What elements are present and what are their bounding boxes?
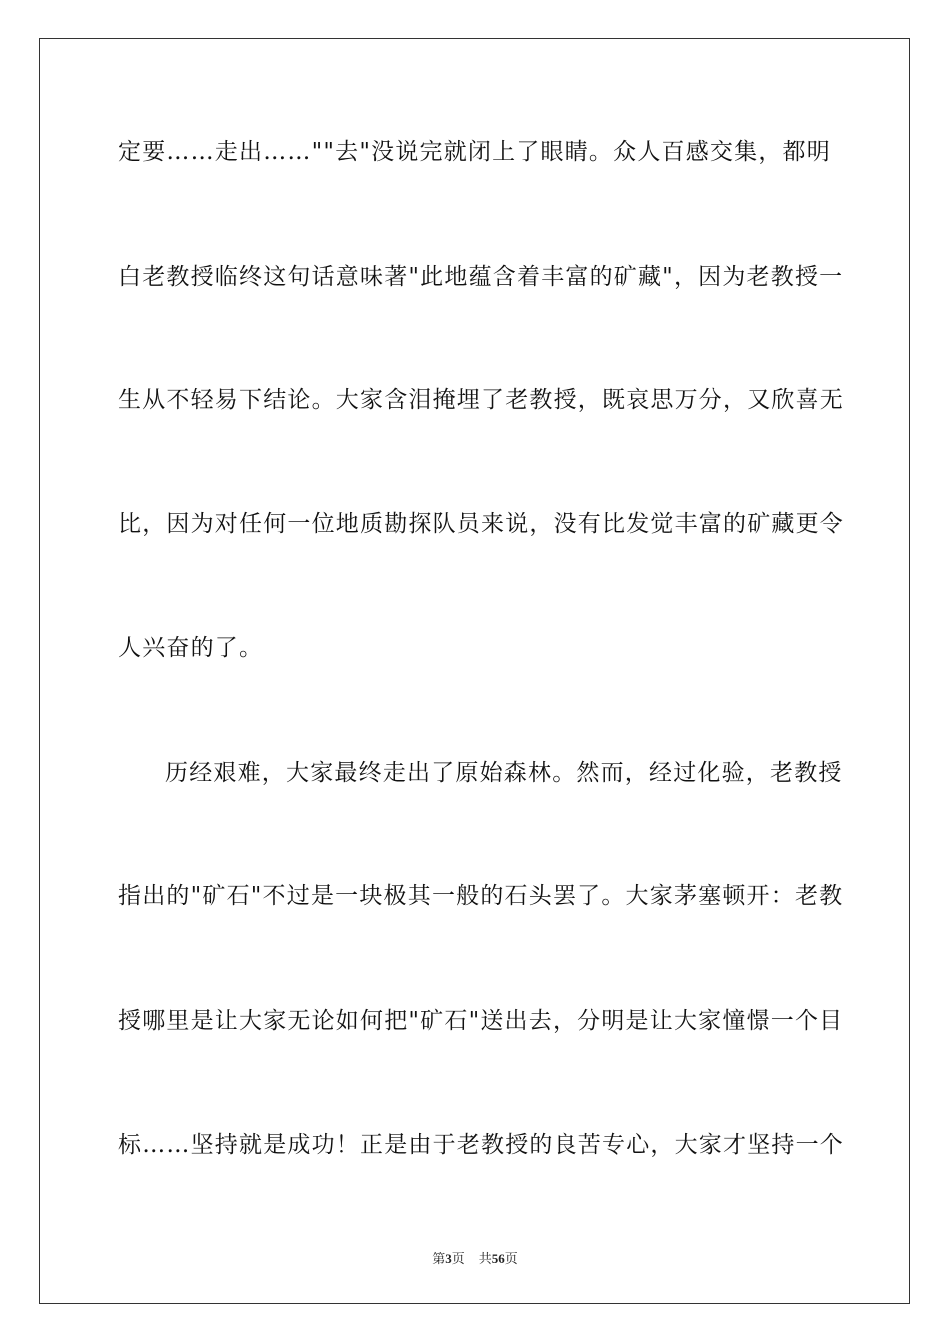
page-prefix: 第 <box>432 1251 446 1266</box>
text-line-8: 授哪里是让大家无论如何把"矿石"送出去，分明是让大家憧憬一个目 <box>118 1008 844 1034</box>
total-suffix: 页 <box>504 1251 518 1266</box>
text-line-3: 生从不轻易下结论。大家含泪掩埋了老教授，既哀思万分，又欣喜无 <box>118 387 844 413</box>
text-line-1: 定要……走出……""去"没说完就闭上了眼睛。众人百感交集，都明 <box>118 139 831 165</box>
total-prefix: 共 <box>478 1251 492 1266</box>
page-number: 3 <box>445 1251 452 1266</box>
text-line-2: 白老教授临终这句话意味著"此地蕴含着丰富的矿藏"，因为老教授一 <box>118 264 844 290</box>
text-line-4: 比，因为对任何一位地质勘探队员来说，没有比发觉丰富的矿藏更令 <box>118 511 844 537</box>
paragraph-start-line: 历经艰难，大家最终走出了原始森林。然而，经过化验，老教授 <box>165 760 843 786</box>
total-pages: 56 <box>491 1251 505 1266</box>
page-suffix: 页 <box>451 1251 465 1266</box>
page-border <box>39 38 910 1304</box>
text-line-5: 人兴奋的了。 <box>118 635 264 661</box>
text-line-9: 标……坚持就是成功！正是由于老教授的良苦专心，大家才坚持一个 <box>118 1132 844 1158</box>
page-footer <box>0 1248 950 1267</box>
text-line-7: 指出的"矿石"不过是一块极其一般的石头罢了。大家茅塞顿开：老教 <box>118 883 844 909</box>
